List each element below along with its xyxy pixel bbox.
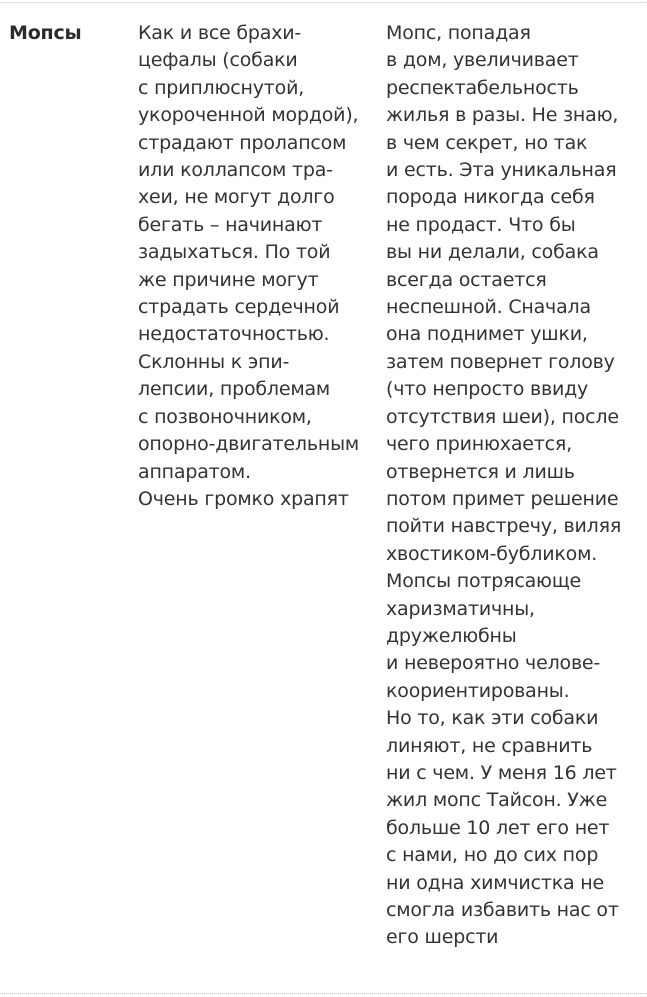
breed-name: Мопсы [9,22,82,44]
character-description: Мопс, попадая в дом, увеличивает респектабельность жилья в разы. Не знаю, в чем секрет, но так и есть. Эта уникальная порода никогда себя не продаст. Что бы вы ни делали, собака всегда остается неспешной. Сначала она поднимет ушки, затем повернет голову (что непросто ввиду отсутствия шеи), после чего принюхается, отвернется и лишь потом примет решение пойти навстречу, виляя хвостиком-бубликом. Мопсы потрясающе харизматичны, дружелюбны и невероятно челове- коориентированы. Но то, как эти собаки линяют, не сравнить ни с чем. У меня 16 лет жил мопс Тайсон. Уже больше 10 лет его нет с нами, но до сих пор ни одна химчистка не смогла избавить нас от его шерсти [386,22,622,949]
top-dotted-divider [0,2,647,3]
bottom-dotted-divider [0,993,647,994]
health-description: Как и все брахи- цефалы (собаки с приплюснутой, укороченной мордой), страдают пролапсом или коллапсом тра- хеи, не могут долго бегать – начинают задыхаться. По той же причине могут страдать сердечной недостаточностью. Склонны к эпи- лепсии, проблемам с позвоночником, опорно-двигательным аппаратом. Очень громко храпят [138,22,359,510]
